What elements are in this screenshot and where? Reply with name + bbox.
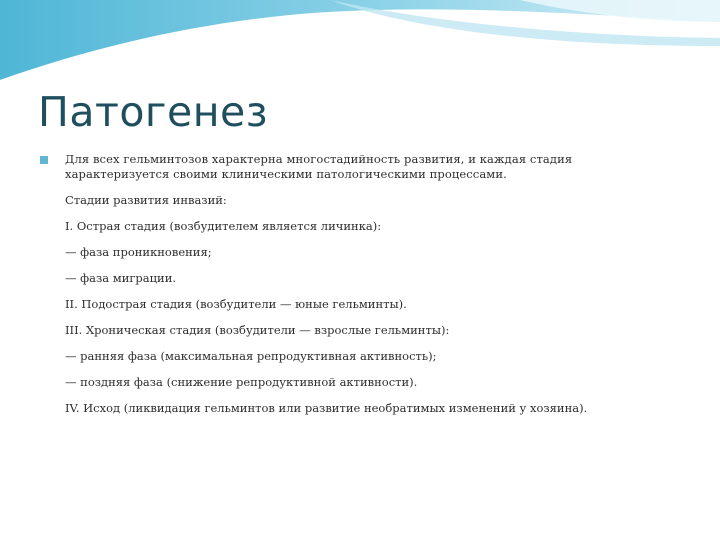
intro-paragraph: Для всех гельминтозов характерна многостадийность развития, и каждая стадия характеризуется своими клиническими патологическими процессами.: [65, 152, 573, 181]
stages-heading: Стадии развития инвазий:: [65, 193, 227, 207]
phase-line: — ранняя фаза (максимальная репродуктивная активность);: [65, 349, 437, 363]
phase-line: — фаза проникновения;: [65, 245, 212, 259]
phase-line: — поздняя фаза (снижение репродуктивной активности).: [65, 375, 418, 389]
stage-line: I. Острая стадия (возбудителем является личинка):: [65, 219, 382, 233]
stage-line: IV. Исход (ликвидация гельминтов или развитие необратимых изменений у хозяина).: [65, 401, 588, 415]
header-wave-decoration: [0, 0, 720, 90]
stage-line: II. Подострая стадия (возбудители — юные гельминты).: [65, 297, 407, 311]
phase-line: — фаза миграции.: [65, 271, 177, 285]
slide-title: Патогенез: [38, 88, 269, 136]
slide-body: [38, 152, 678, 427]
stage-line: III. Хроническая стадия (возбудители — взрослые гельминты):: [65, 323, 450, 337]
square-bullet-icon: [40, 156, 48, 164]
bullet-item: [38, 152, 678, 182]
